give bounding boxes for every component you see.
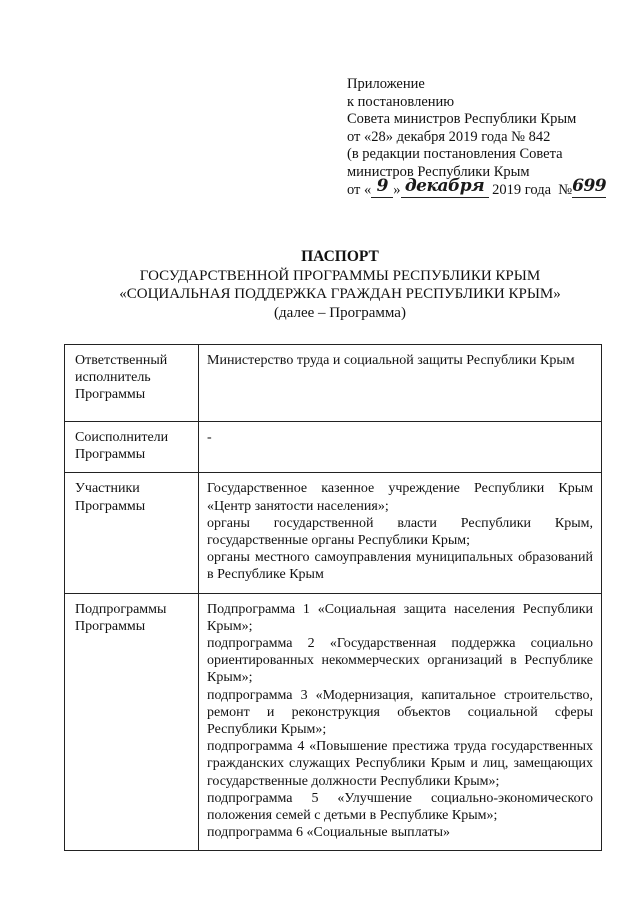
- value-paragraph: подпрограмма 2 «Государственная поддержка социально ориентированных некоммерческих организаций в Республике Крым»;: [207, 636, 593, 686]
- value-paragraph: органы государственной власти Республики Крым, государственные органы Республики Крым;: [207, 515, 593, 549]
- appendix-line-5: (в редакции постановления Совета: [347, 146, 563, 163]
- row-value: [199, 422, 602, 473]
- table-row: [65, 473, 602, 593]
- appendix-header: [347, 76, 627, 199]
- value-paragraph: подпрограмма 5 «Улучшение социально-экономического положения семей с детьми в Республике Крым»;: [207, 790, 593, 824]
- value-paragraph: подпрограмма 4 «Повышение престижа труда государственных гражданских служащих Республики Крым и лиц, замещающих государственные должности Республики Крым»;: [207, 739, 593, 789]
- number-sign: №: [558, 181, 573, 198]
- table-row: [65, 422, 602, 473]
- handwritten-day: 9: [371, 182, 393, 198]
- appendix-line-6: министров Республики Крым: [347, 163, 530, 180]
- value-paragraph: подпрограмма 3 «Модернизация, капитальное строительство, ремонт и реконструкция объектов социальной сферы Республики Крым»;: [207, 687, 593, 738]
- value-paragraph: подпрограмма 6 «Социальные выплаты»: [207, 825, 451, 841]
- date-prefix: от «: [347, 181, 372, 198]
- row-value: [199, 593, 602, 851]
- row-value: [199, 345, 602, 422]
- date-quote-close: »: [393, 181, 401, 198]
- row-label: Участники Программы: [65, 473, 199, 593]
- appendix-line-3: Совета министров Республики Крым: [347, 111, 577, 128]
- appendix-line-4: от «28» декабря 2019 года № 842: [347, 128, 551, 145]
- table-row: [65, 345, 602, 422]
- appendix-line-2: к постановлению: [347, 93, 455, 110]
- value-paragraph: Министерство труда и социальной защиты Республики Крым: [207, 353, 575, 368]
- appendix-line-1: Приложение: [347, 76, 425, 92]
- title-passport: ПАСПОРТ: [301, 248, 379, 265]
- title-note: (далее – Программа): [274, 304, 406, 321]
- title-program: ГОСУДАРСТВЕННОЙ ПРОГРАММЫ РЕСПУБЛИКИ КРЫМ: [139, 267, 541, 284]
- value-paragraph: Подпрограмма 1 «Социальная защита населения Республики Крым»;: [207, 601, 593, 634]
- value-paragraph: -: [207, 430, 212, 445]
- title-program-name: «СОЦИАЛЬНАЯ ПОДДЕРЖКА ГРАЖДАН РЕСПУБЛИКИ КРЫМ»: [119, 286, 561, 302]
- document-title: [60, 248, 620, 322]
- date-year: 2019 года: [492, 181, 552, 198]
- value-paragraph: Государственное казенное учреждение Республики Крым «Центр занятости населения»;: [207, 481, 593, 514]
- handwritten-number: 699: [572, 175, 607, 196]
- row-value: [199, 473, 602, 593]
- row-label: Ответственный исполнитель Программы: [65, 345, 199, 422]
- value-paragraph: органы местного самоуправления муниципальных образований в Республике Крым: [207, 550, 593, 583]
- table-row: [65, 593, 602, 851]
- row-label: Соисполнители Программы: [65, 422, 199, 473]
- appendix-line-7: [347, 175, 627, 200]
- row-label: Подпрограммы Программы: [65, 593, 199, 851]
- handwritten-month: декабря: [401, 182, 489, 198]
- passport-table: [64, 344, 602, 851]
